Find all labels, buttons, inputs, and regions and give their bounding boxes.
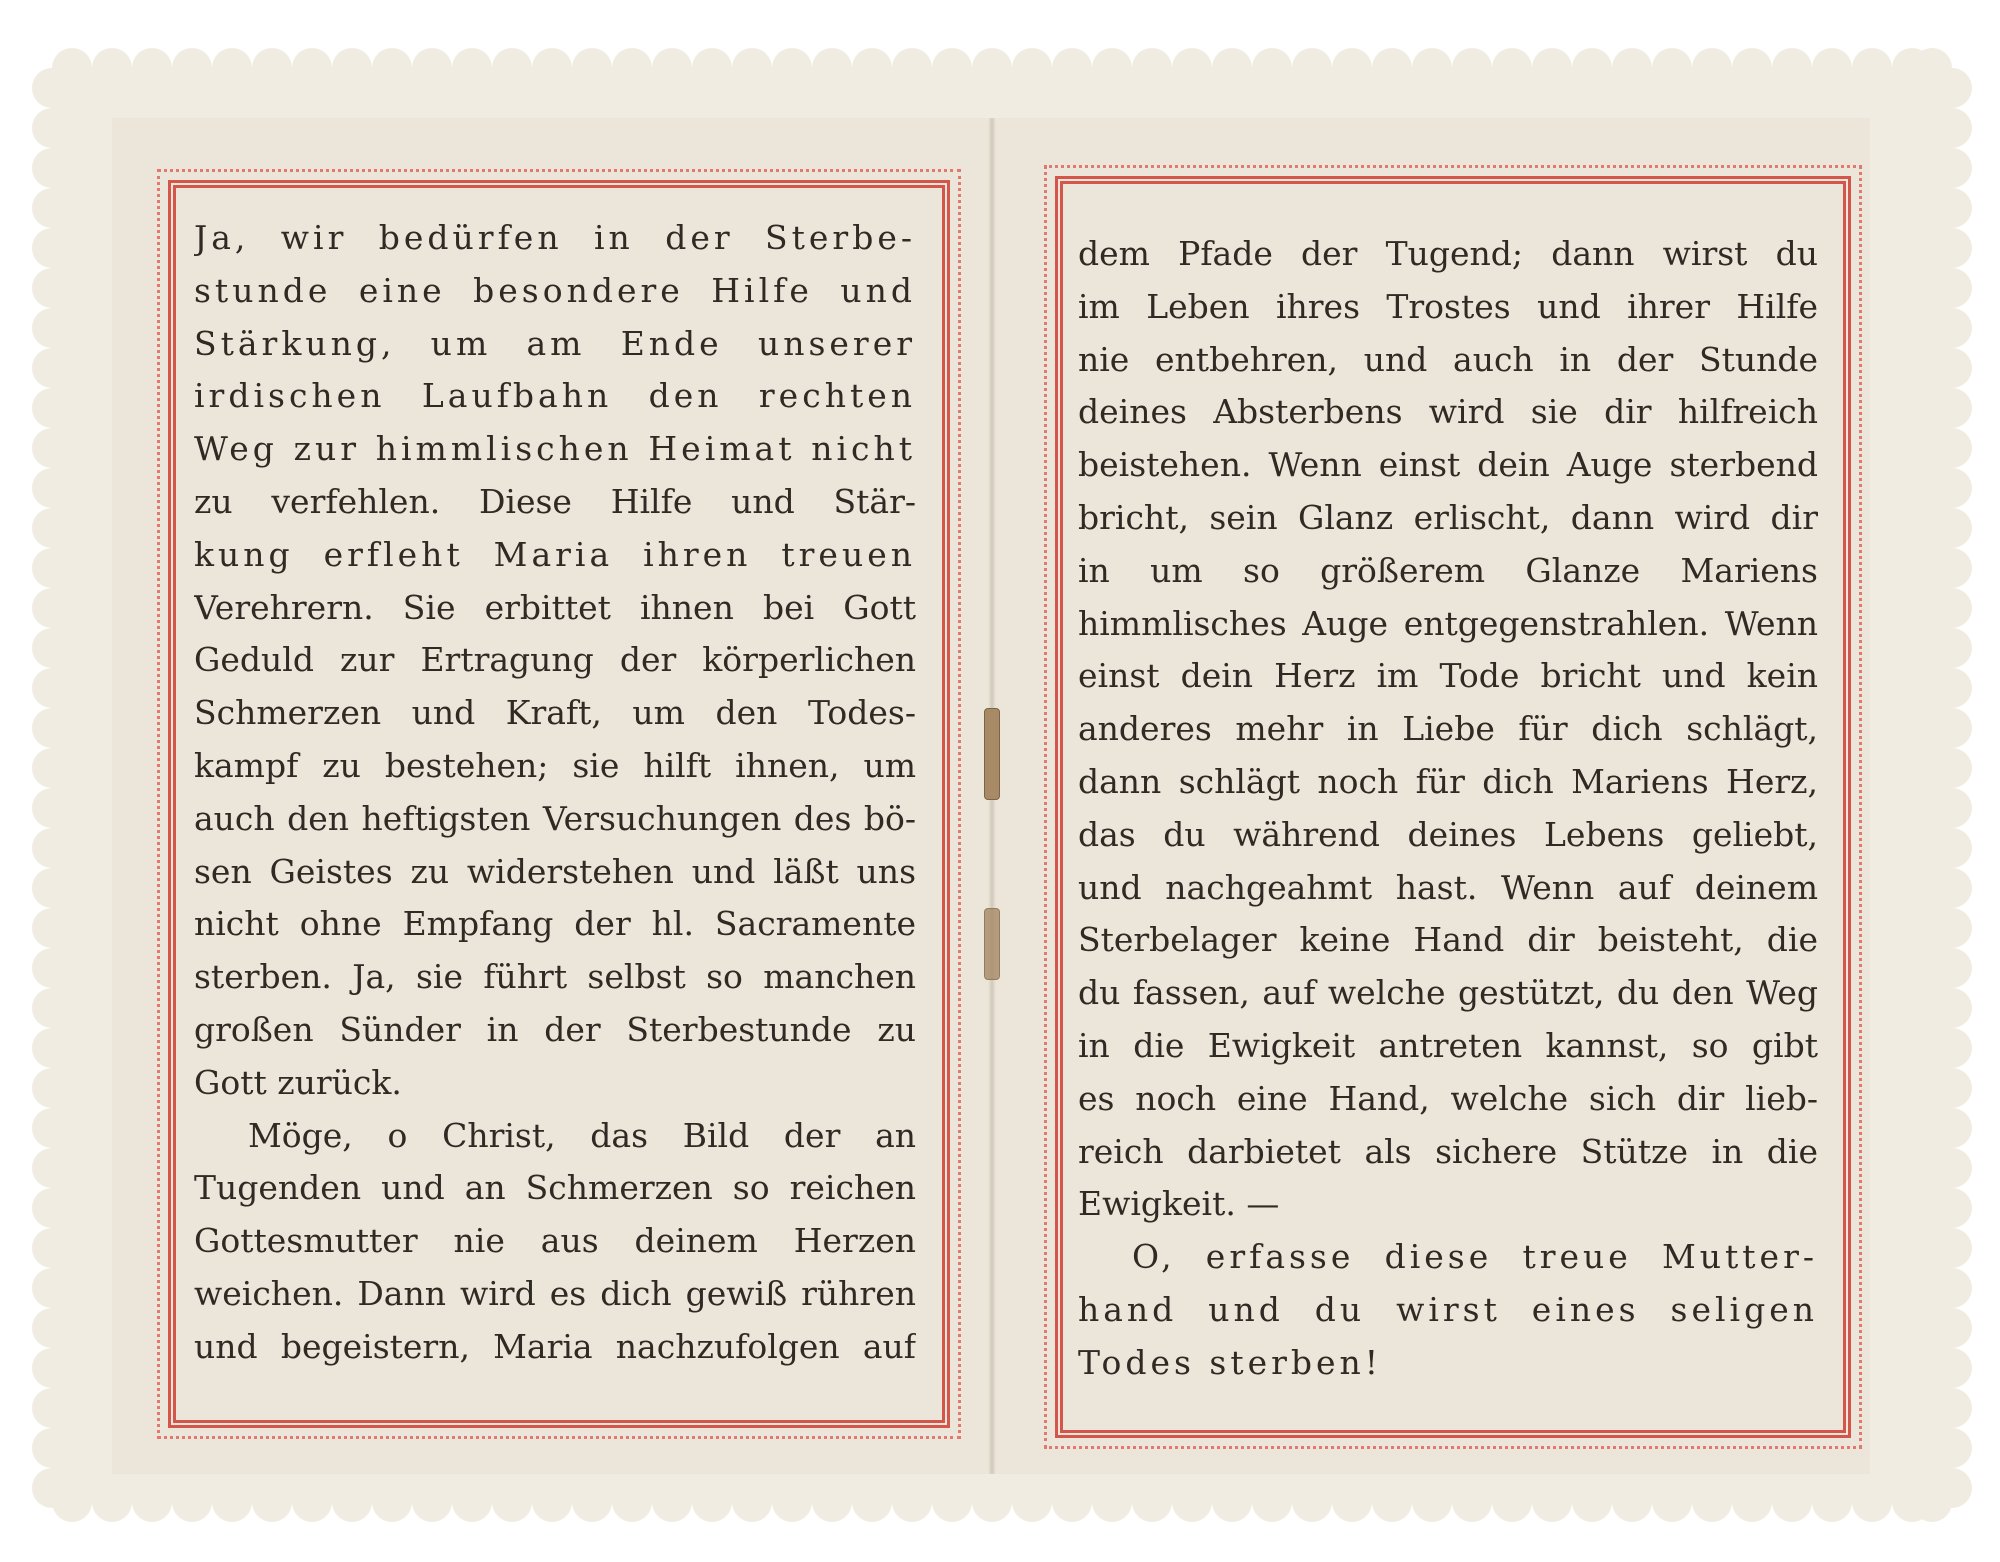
right-page-text: [1078, 228, 1818, 1390]
text-line: Sterbelager keine Hand dir beisteht, die: [1078, 920, 1818, 960]
text-line: in die Ewigkeit antreten kannst, so gibt: [1078, 1025, 1818, 1065]
text-line: nicht ohne Empfang der hl. Sacramente: [194, 904, 916, 944]
text-line: Stärkung, um am Ende unserer: [194, 323, 916, 363]
text-line: und nachgeahmt hast. Wenn auf deinem: [1078, 867, 1818, 907]
text-line: Tugenden und an Schmerzen so reichen: [194, 1168, 916, 1208]
text-line: reich darbietet als sichere Stütze in die: [1078, 1131, 1818, 1171]
text-line: Schmerzen und Kraft, um den Todes-: [194, 693, 916, 733]
text-line: bricht, sein Glanz erlischt, dann wird dir: [1078, 497, 1818, 537]
text-line: auch den heftigsten Versuchungen des bö-: [194, 798, 916, 838]
staple-icon: [984, 708, 1000, 800]
left-page-text: [194, 212, 916, 1374]
text-line: Ja, wir bedürfen in der Sterbe-: [194, 218, 916, 257]
text-line: sen Geistes zu widerstehen und läßt uns: [194, 851, 916, 891]
text-line: hand und du wirst eines seligen: [1078, 1289, 1818, 1329]
text-line: beistehen. Wenn einst dein Auge sterbend: [1078, 445, 1818, 485]
text-line: anderes mehr in Liebe für dich schlägt,: [1078, 709, 1818, 749]
text-line: kampf zu bestehen; sie hilft ihnen, um: [194, 745, 916, 785]
text-line: stunde eine besondere Hilfe und: [194, 270, 916, 310]
text-line: in um so größerem Glanze Mariens: [1078, 550, 1818, 590]
text-line: im Leben ihres Trostes und ihrer Hilfe: [1078, 286, 1818, 326]
text-line: O, erfasse diese treue Mutter-: [1132, 1237, 1818, 1277]
text-line: deines Absterbens wird sie dir hilfreich: [1078, 392, 1818, 432]
text-line: Verehrern. Sie erbittet ihnen bei Gott: [194, 587, 916, 627]
text-line: weichen. Dann wird es dich gewiß rühren: [194, 1273, 916, 1313]
text-line: kung erfleht Maria ihren treuen: [194, 534, 916, 574]
text-line: das du während deines Lebens geliebt,: [1078, 814, 1818, 854]
staple-icon: [984, 908, 1000, 980]
text-line: Möge, o Christ, das Bild der an: [248, 1115, 916, 1155]
text-line: und begeistern, Maria nachzufolgen auf: [194, 1326, 916, 1366]
text-line: nie entbehren, und auch in der Stunde: [1078, 339, 1818, 379]
text-line: einst dein Herz im Tode bricht und kein: [1078, 656, 1818, 696]
text-line: du fassen, auf welche gestützt, du den Weg: [1078, 973, 1818, 1013]
text-line: irdischen Laufbahn den rechten: [194, 376, 916, 416]
text-line: Gottesmutter nie aus deinem Herzen: [194, 1221, 916, 1261]
text-line: dann schlägt noch für dich Mariens Herz,: [1078, 761, 1818, 801]
text-line: Todes sterben!: [1078, 1342, 1383, 1382]
text-line: Geduld zur Ertragung der körperlichen: [194, 640, 916, 680]
text-line: sterben. Ja, sie führt selbst so manchen: [194, 957, 916, 997]
text-line: Gott zurück.: [194, 1062, 402, 1102]
text-line: zu verfehlen. Diese Hilfe und Stär-: [194, 481, 916, 521]
text-line: Weg zur himmlischen Heimat nicht: [194, 429, 916, 469]
text-line: dem Pfade der Tugend; dann wirst du: [1078, 234, 1818, 273]
text-line: himmlisches Auge entgegenstrahlen. Wenn: [1078, 603, 1818, 643]
text-line: großen Sünder in der Sterbestunde zu: [194, 1009, 916, 1049]
text-line: Ewigkeit. —: [1078, 1184, 1280, 1224]
text-line: es noch eine Hand, welche sich dir lieb-: [1078, 1078, 1818, 1118]
